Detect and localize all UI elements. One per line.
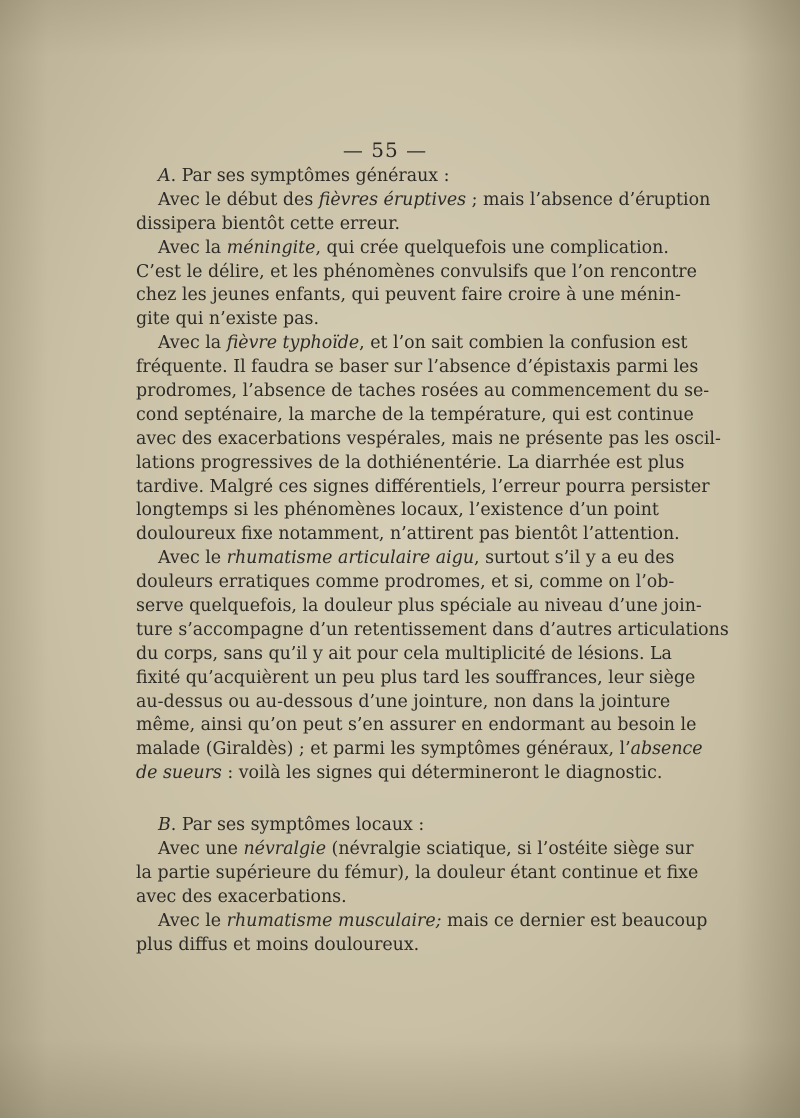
italic-text: A [158,166,171,186]
text-line [136,499,659,523]
italic-text: méningite [226,237,316,258]
text-line [136,643,672,667]
text-segment: Avec le début des [158,189,319,210]
text-line [136,862,699,886]
text-segment: Avec une [158,839,244,860]
text-segment: . Par ses symptômes locaux : [170,815,425,836]
text-line [136,476,710,500]
paragraph-gap [136,786,624,814]
text-segment: . Par ses symptômes généraux : [170,166,450,186]
italic-text: B [158,815,171,836]
text-line [136,332,688,356]
text-line [136,691,671,715]
text-segment: , qui crée quelquefois une complication. [315,237,669,258]
text-segment: (névralgie sciatique, si l’ostéite siège sur [326,839,694,860]
text-segment: lations progressives de la dothiénentérie. La diarrhée est plus [136,452,685,473]
text-line [136,595,702,619]
text-line [136,213,624,237]
text-segment: tardive. Malgré ces signes différentiels, l’erreur pourra persister [136,476,710,497]
text-segment: longtemps si les phénomènes locaux, l’existence d’un point [136,500,659,521]
body-text [136,165,729,958]
text-segment: même, ainsi qu’on peut s’en assurer en endormant au besoin le [136,715,697,736]
italic-text: névralgie [243,839,327,860]
text-segment: douleurs erratiques comme prodromes, et si, comme on l’ob- [136,572,675,593]
text-segment: ture s’accompagne d’un retentissement dans d’autres articulations [136,619,729,640]
text-line [136,762,663,786]
text-segment: gite qui n’existe pas. [136,309,320,330]
italic-text: rhumatisme musculaire; [226,910,442,931]
text-segment: avec des exacerbations. [136,886,347,907]
text-segment: au-dessus ou au-dessous d’une jointure, non dans la jointure [136,691,671,712]
text-line [136,910,708,934]
text-segment: avec des exacerbations vespérales, mais ne présente pas les oscil- [136,428,721,449]
text-segment: serve quelquefois, la douleur plus spéciale au niveau d’une join- [136,596,702,617]
text-segment: la partie supérieure du fémur), la douleur étant continue et fixe [136,862,699,883]
text-segment: mais ce dernier est beaucoup [441,910,708,931]
text-line [136,237,669,261]
italic-text: rhumatisme articulaire aigu [226,548,475,569]
text-segment: malade (Giraldès) ; et parmi les symptômes généraux, l’ [136,739,631,760]
text-line [136,380,710,404]
text-line [136,814,624,838]
text-line [136,523,680,547]
italic-text: absence [630,739,703,760]
text-line [136,619,729,643]
text-segment: fixité qu’acquièrent un peu plus tard les souffrances, leur siège [136,667,696,688]
text-segment: Avec le [158,548,227,569]
text-line [136,308,624,332]
text-segment: Avec la [158,237,227,258]
text-line [136,886,624,910]
text-line [136,356,699,380]
text-line [136,714,697,738]
text-segment: ; mais l’absence d’éruption [466,189,711,210]
text-line [136,571,675,595]
text-segment: Avec le [158,910,227,931]
text-line [136,284,681,308]
text-line [136,838,694,862]
text-line [136,547,675,571]
text-line [136,452,685,476]
text-line [136,404,694,428]
text-segment: C’est le délire, et les phénomènes convulsifs que l’on rencontre [136,261,697,282]
text-segment: douloureux fixe notamment, n’attirent pas bientôt l’attention. [136,524,680,545]
page-number: — 55 — [342,138,428,162]
text-segment: du corps, sans qu’il y ait pour cela multiplicité de lésions. La [136,643,672,664]
text-segment: , surtout s’il y a eu des [474,548,675,569]
text-line [136,738,703,762]
text-segment: chez les jeunes enfants, qui peuvent faire croire à une ménin- [136,285,681,306]
text-segment: prodromes, l’absence de taches rosées au commencement du se- [136,381,710,402]
text-line [136,189,711,213]
text-line [136,165,624,189]
text-segment: cond septénaire, la marche de la température, qui est continue [136,404,694,425]
text-line [136,667,696,691]
text-segment: , et l’on sait combien la confusion est [359,333,688,354]
italic-text: fièvres éruptives [318,189,467,210]
text-segment: plus diffus et moins douloureux. [136,934,420,955]
text-segment: : voilà les signes qui détermineront le diagnostic. [221,763,663,784]
text-segment: dissipera bientôt cette erreur. [136,213,401,234]
text-line [136,261,697,285]
text-segment: fréquente. Il faudra se baser sur l’absence d’épistaxis parmi les [136,357,699,378]
italic-text: fièvre typhoïde [226,333,360,354]
text-line [136,934,624,958]
text-line [136,428,721,452]
text-segment: Avec la [158,333,227,354]
italic-text: de sueurs [136,763,222,784]
